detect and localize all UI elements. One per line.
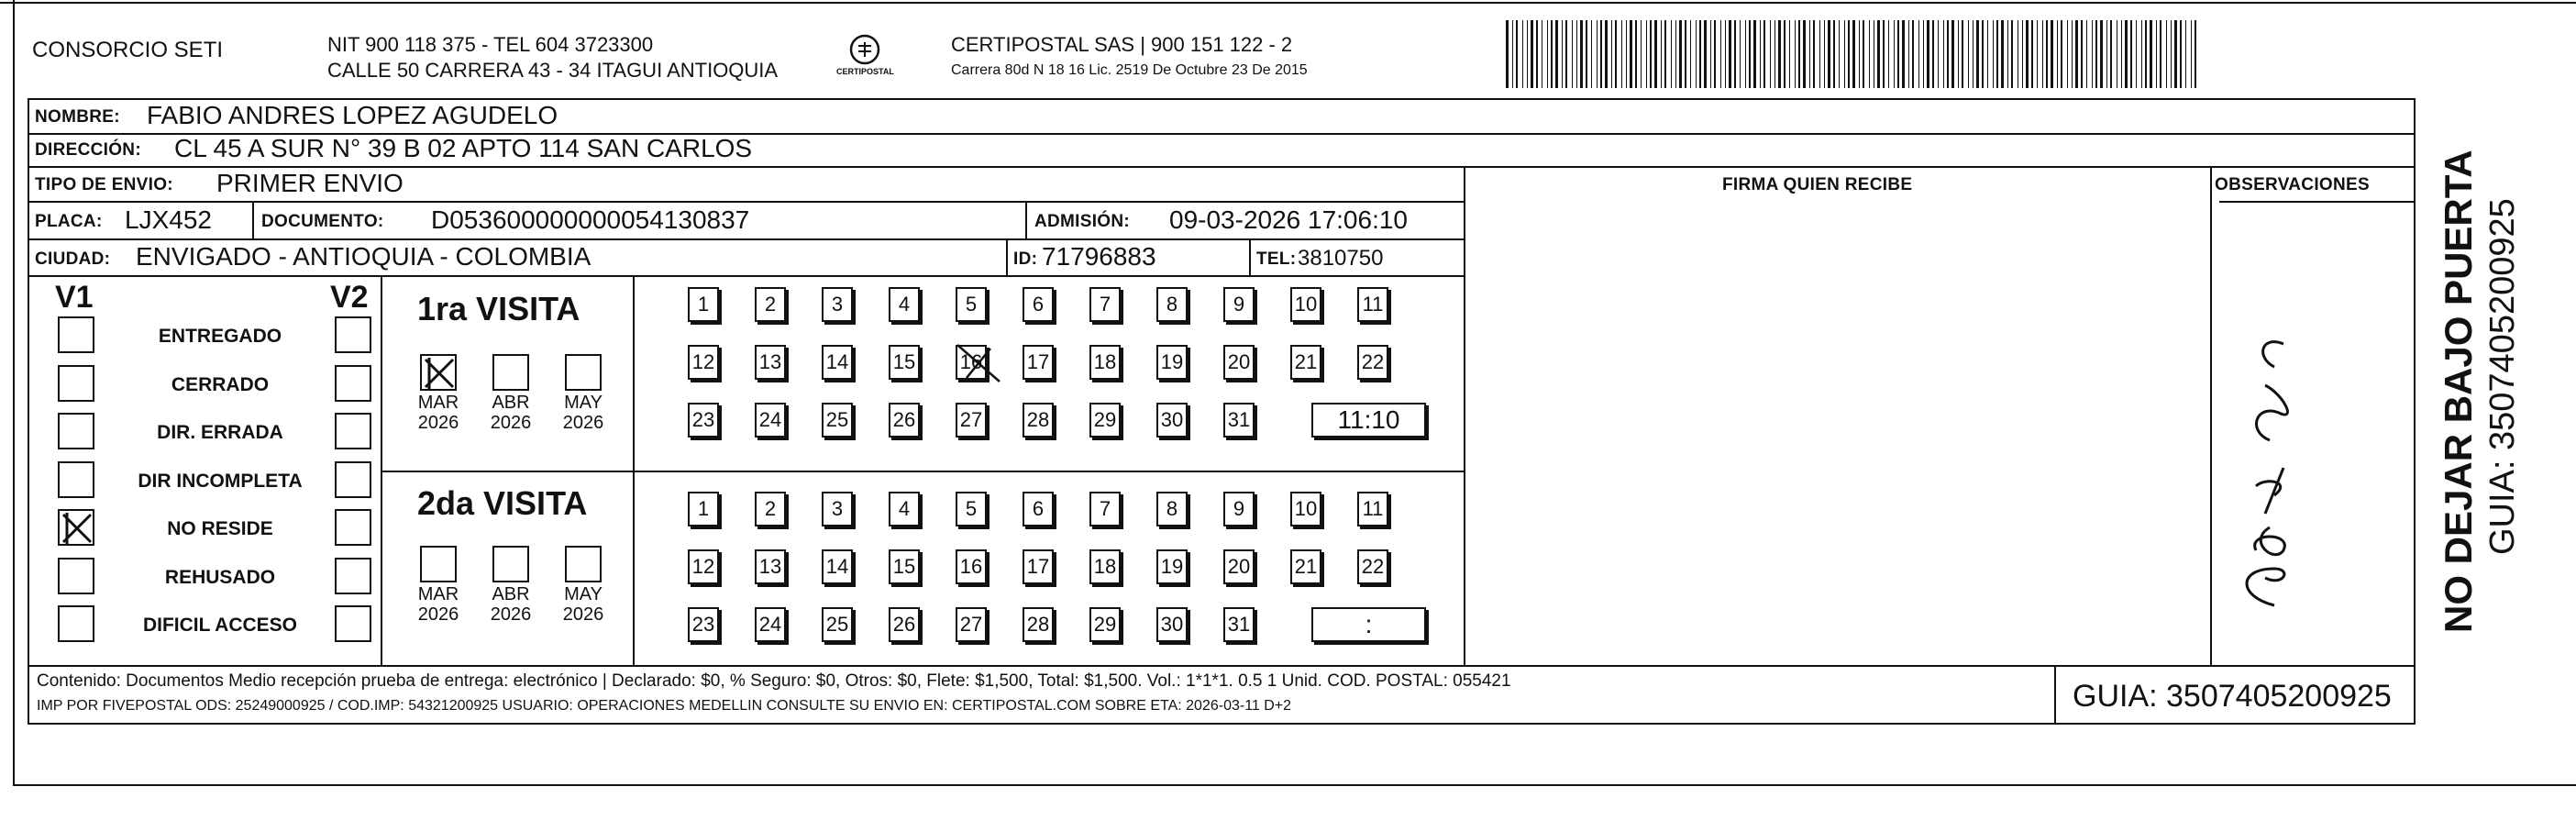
barcode-bar xyxy=(2156,20,2157,88)
day-box[interactable]: 22 xyxy=(1357,345,1388,380)
barcode-bar xyxy=(1661,20,1662,88)
v1-checkbox[interactable] xyxy=(58,558,94,594)
barcode-bar xyxy=(2195,20,2196,88)
day-box[interactable]: 16 xyxy=(956,549,987,584)
month-checkbox[interactable] xyxy=(492,354,529,391)
month-checkbox[interactable] xyxy=(565,546,602,582)
barcode-bar xyxy=(2026,20,2029,88)
barcode-bar xyxy=(1927,20,1929,88)
barcode-bar xyxy=(1749,20,1751,88)
day-box[interactable]: 8 xyxy=(1156,492,1188,526)
barcode-bar xyxy=(1753,20,1756,88)
col-sep-tel xyxy=(1249,238,1251,275)
barcode-bar xyxy=(1923,20,1924,88)
footer-line1: Contenido: Documentos Medio recepción prueba de entrega: electrónico | Declarado: $0, % Seguro: $0, Otros: $0, Flete: $1,500, Total: $1,500. Vol.: 1*1*1. 0.5 1 Unid. COD. POSTAL: 055421 xyxy=(37,671,1511,691)
nombre-label: NOMBRE: xyxy=(35,107,120,127)
barcode-bar xyxy=(1869,20,1870,88)
day-box[interactable]: 7 xyxy=(1089,492,1121,526)
v1-checkbox[interactable] xyxy=(58,413,94,449)
day-box[interactable]: 15 xyxy=(889,549,920,584)
day-box[interactable]: 22 xyxy=(1357,549,1388,584)
documento-label: DOCUMENTO: xyxy=(261,212,384,231)
barcode-bar xyxy=(1646,20,1647,88)
barcode-bar xyxy=(1565,20,1567,88)
barcode-bar xyxy=(1932,20,1934,88)
day-box[interactable]: 21 xyxy=(1290,345,1321,380)
barcode-bar xyxy=(2150,20,2152,88)
barcode-bar xyxy=(1902,20,1905,88)
placa-label: PLACA: xyxy=(35,212,103,231)
day-box[interactable]: 1 xyxy=(688,287,719,322)
v1-checkbox[interactable] xyxy=(58,605,94,642)
firma-header: FIRMA QUIEN RECIBE xyxy=(1722,175,1913,194)
barcode-bar xyxy=(1883,20,1885,88)
barcode-bar xyxy=(1600,20,1602,88)
barcode-bar xyxy=(1615,20,1617,88)
tipo-envio-label: TIPO DE ENVIO: xyxy=(35,175,173,194)
day-box[interactable]: 25 xyxy=(822,607,853,642)
barcode-bar xyxy=(1664,20,1666,88)
barcode-bar xyxy=(1918,20,1919,88)
status-label: NO RESIDE xyxy=(167,518,273,539)
certipostal-logo xyxy=(833,31,897,82)
barcode-bar xyxy=(1863,20,1864,88)
barcode-bar xyxy=(2145,20,2147,88)
address-line: CALLE 50 CARRERA 43 - 34 ITAGUI ANTIOQUIA xyxy=(327,59,779,82)
barcode-bar xyxy=(1725,20,1726,88)
day-box[interactable]: 12 xyxy=(688,345,719,380)
certipostal-line1: CERTIPOSTAL SAS | 900 151 122 - 2 xyxy=(951,33,1293,56)
placa-value: LJX452 xyxy=(125,205,212,234)
barcode-bar xyxy=(2086,20,2087,88)
barcode-bar xyxy=(1844,20,1845,88)
barcode-bar xyxy=(2180,20,2182,88)
v1-checkbox[interactable] xyxy=(58,509,94,546)
month-label: MAR 2026 xyxy=(417,584,459,625)
barcode-bar xyxy=(1621,20,1622,88)
barcode-bar xyxy=(1993,20,1994,88)
barcode-bar xyxy=(1859,20,1860,88)
time-box[interactable]: : xyxy=(1311,607,1426,642)
barcode-bar xyxy=(2100,20,2103,88)
month-label: MAR 2026 xyxy=(417,393,459,433)
page-left-edge xyxy=(13,0,15,784)
barcode-bar xyxy=(1605,20,1608,88)
barcode-bar xyxy=(2174,20,2177,88)
nombre-value: FABIO ANDRES LOPEZ AGUDELO xyxy=(147,101,558,129)
barcode-bar xyxy=(1516,20,1518,88)
direccion-value: CL 45 A SUR N° 39 B 02 APTO 114 SAN CARLOS xyxy=(174,134,753,162)
v2-checkbox[interactable] xyxy=(335,605,371,642)
month-checkbox[interactable] xyxy=(420,546,457,582)
day-box[interactable]: 29 xyxy=(1089,403,1121,438)
day-box[interactable]: 3 xyxy=(822,492,853,526)
barcode-bar xyxy=(1654,20,1657,88)
day-box[interactable]: 30 xyxy=(1156,403,1188,438)
day-box[interactable]: 1 xyxy=(688,492,719,526)
barcode-bar xyxy=(2136,20,2137,88)
tipo-envio-value: PRIMER ENVIO xyxy=(216,169,404,197)
ciudad-value: ENVIGADO - ANTIOQUIA - COLOMBIA xyxy=(136,242,591,271)
barcode-bar xyxy=(1734,20,1736,88)
day-box[interactable]: 24 xyxy=(755,607,786,642)
day-box[interactable]: 13 xyxy=(755,549,786,584)
barcode-bar xyxy=(2141,20,2142,88)
barcode-bar xyxy=(2022,20,2023,88)
barcode-bar xyxy=(1630,20,1632,88)
col-sep-id xyxy=(1006,238,1008,275)
barcode-bar xyxy=(1714,20,1716,88)
barcode-bar xyxy=(2191,20,2192,88)
barcode-bar xyxy=(1789,20,1790,88)
barcode-bar xyxy=(1710,20,1711,88)
barcode-bar xyxy=(1729,20,1731,88)
day-box[interactable]: 31 xyxy=(1223,403,1255,438)
day-box[interactable]: 2 xyxy=(755,287,786,322)
barcode-bar xyxy=(1938,20,1939,88)
observaciones-header: OBSERVACIONES xyxy=(2215,175,2370,194)
barcode-bar xyxy=(1839,20,1840,88)
tel-label: TEL: xyxy=(1256,249,1297,269)
barcode-bar xyxy=(1951,20,1954,88)
day-box[interactable]: 6 xyxy=(1023,287,1054,322)
v1-label: V1 xyxy=(55,280,94,315)
barcode-bar xyxy=(1527,20,1528,88)
v2-label: V2 xyxy=(330,280,369,315)
barcode-bar xyxy=(1877,20,1880,88)
barcode-bar xyxy=(1576,20,1577,88)
page-top-edge xyxy=(0,2,2576,4)
day-box[interactable]: 19 xyxy=(1156,345,1188,380)
barcode-bar xyxy=(2007,20,2008,88)
day-box[interactable]: 8 xyxy=(1156,287,1188,322)
barcode-bar xyxy=(1562,20,1563,88)
barcode-bar xyxy=(1908,20,1909,88)
day-box[interactable]: 28 xyxy=(1023,403,1054,438)
barcode-bar xyxy=(1522,20,1523,88)
barcode-bar xyxy=(1976,20,1979,88)
day-box[interactable]: 3 xyxy=(822,287,853,322)
barcode-bar xyxy=(1760,20,1761,88)
status-label: ENTREGADO xyxy=(158,326,282,347)
barcode-bar xyxy=(1580,20,1583,88)
barcode-bar xyxy=(1774,20,1775,88)
barcode-bar xyxy=(1641,20,1642,88)
barcode-bar xyxy=(1699,20,1701,88)
barcode-bar xyxy=(1745,20,1746,88)
direccion-label: DIRECCIÓN: xyxy=(35,140,141,160)
v2-checkbox[interactable] xyxy=(335,413,371,449)
barcode-bar xyxy=(1536,20,1538,88)
day-box[interactable]: 19 xyxy=(1156,549,1188,584)
day-box[interactable]: 9 xyxy=(1223,492,1255,526)
barcode-bar xyxy=(1803,20,1806,88)
day-box[interactable]: 26 xyxy=(889,607,920,642)
barcode-bar xyxy=(1512,20,1513,88)
barcode-bar xyxy=(2057,20,2058,88)
barcode-bar xyxy=(2166,20,2167,88)
documento-value: D053600000000054130837 xyxy=(431,205,750,234)
visit-separator xyxy=(381,471,1464,472)
barcode-bar xyxy=(1982,20,1984,88)
day-box[interactable]: 30 xyxy=(1156,607,1188,642)
barcode-bar xyxy=(1813,20,1815,88)
barcode-bar xyxy=(2125,20,2128,88)
company-name: CONSORCIO SETI xyxy=(32,38,224,62)
day-box[interactable]: 10 xyxy=(1290,492,1321,526)
barcode-bar xyxy=(1912,20,1914,88)
nit-line: NIT 900 118 375 - TEL 604 3723300 xyxy=(327,33,654,56)
day-box[interactable]: 18 xyxy=(1089,345,1121,380)
ciudad-label: CIUDAD: xyxy=(35,249,111,269)
barcode-bar xyxy=(1635,20,1637,88)
barcode-bar xyxy=(1720,20,1721,88)
handwritten-signature xyxy=(2219,303,2329,615)
barcode-bar xyxy=(2011,20,2013,88)
admision-label: ADMISIÓN: xyxy=(1034,212,1131,231)
barcode-bar xyxy=(1833,20,1835,88)
barcode-bar xyxy=(2081,20,2083,88)
barcode-bar xyxy=(2046,20,2048,88)
day-box[interactable]: 13 xyxy=(755,345,786,380)
row-line-2 xyxy=(28,166,2416,168)
barcode-bar xyxy=(1784,20,1786,88)
day-box[interactable]: 11 xyxy=(1357,492,1388,526)
day-box[interactable]: 5 xyxy=(956,492,987,526)
barcode-bar xyxy=(2185,20,2186,88)
barcode-bar xyxy=(1894,20,1895,88)
day-box[interactable]: 20 xyxy=(1223,345,1255,380)
id-value: 71796883 xyxy=(1042,242,1156,271)
month-label: ABR 2026 xyxy=(490,393,532,433)
day-box[interactable]: 17 xyxy=(1023,345,1054,380)
barcode-bar xyxy=(1824,20,1825,88)
col-sep-guia xyxy=(2054,665,2056,725)
barcode-bar xyxy=(2067,20,2068,88)
day-box[interactable]: 10 xyxy=(1290,287,1321,322)
side-guia: GUIA: 3507405200925 xyxy=(2483,198,2522,555)
barcode-bar xyxy=(1671,20,1672,88)
month-label: MAY 2026 xyxy=(562,393,604,433)
barcode-bar xyxy=(1888,20,1889,88)
col-sep-obs xyxy=(2210,166,2212,665)
day-box[interactable]: 27 xyxy=(956,607,987,642)
barcode-bar xyxy=(1828,20,1830,88)
barcode-bar xyxy=(1778,20,1781,88)
v2-checkbox[interactable] xyxy=(335,509,371,546)
barcode-bar xyxy=(1798,20,1800,88)
barcode-bar xyxy=(1819,20,1820,88)
status-label: CERRADO xyxy=(171,373,270,395)
day-box[interactable]: 4 xyxy=(889,492,920,526)
barcode-bar xyxy=(2001,20,2004,88)
barcode-bar xyxy=(2031,20,2033,88)
col-sep-firma xyxy=(1464,166,1465,665)
time-box[interactable]: 11:10 xyxy=(1311,403,1426,438)
barcode-bar xyxy=(1740,20,1741,88)
admision-value: 09-03-2026 17:06:10 xyxy=(1169,205,1408,234)
tel-value: 3810750 xyxy=(1298,246,1384,271)
barcode-bar xyxy=(1770,20,1771,88)
barcode-bar xyxy=(1685,20,1686,88)
footer-line2: IMP POR FIVEPOSTAL ODS: 25249000925 / COD.IMP: 54321200925 USUARIO: OPERACIONES MEDELLIN CONSULTE SU ENVIO EN: CERTIPOSTAL.COM SOBRE ETA: 2026-03-11 D+2 xyxy=(37,698,1292,714)
day-box[interactable]: 9 xyxy=(1223,287,1255,322)
barcode xyxy=(1506,20,2203,88)
barcode-bar xyxy=(1947,20,1949,88)
v1-checkbox[interactable] xyxy=(58,316,94,353)
barcode-bar xyxy=(2075,20,2078,88)
barcode-bar xyxy=(2110,20,2112,88)
day-box[interactable]: 2 xyxy=(755,492,786,526)
day-box[interactable]: 6 xyxy=(1023,492,1054,526)
col-sep-placa xyxy=(252,201,254,238)
row-line-3 xyxy=(28,201,1464,203)
status-label: REHUSADO xyxy=(164,566,276,588)
barcode-bar xyxy=(1611,20,1612,88)
barcode-bar xyxy=(2160,20,2161,88)
day-box[interactable]: 11 xyxy=(1357,287,1388,322)
col-sep-admision xyxy=(1025,201,1027,238)
day-box[interactable]: 26 xyxy=(889,403,920,438)
v2-checkbox[interactable] xyxy=(335,461,371,498)
day-box[interactable]: 21 xyxy=(1290,549,1321,584)
day-box[interactable]: 28 xyxy=(1023,607,1054,642)
barcode-bar xyxy=(2042,20,2043,88)
barcode-bar xyxy=(1679,20,1682,88)
day-box[interactable]: 23 xyxy=(688,607,719,642)
barcode-bar xyxy=(1506,20,1509,88)
day-box[interactable]: 31 xyxy=(1223,607,1255,642)
barcode-bar xyxy=(1547,20,1548,88)
barcode-bar xyxy=(1795,20,1796,88)
barcode-bar xyxy=(2061,20,2062,88)
status-label: DIFICIL ACCESO xyxy=(142,615,297,636)
v1-checkbox[interactable] xyxy=(58,461,94,498)
barcode-bar xyxy=(1696,20,1697,88)
v2-checkbox[interactable] xyxy=(335,365,371,402)
month-checkbox[interactable] xyxy=(565,354,602,391)
month-label: MAY 2026 xyxy=(562,584,604,625)
barcode-bar xyxy=(1968,20,1969,88)
day-box[interactable]: 23 xyxy=(688,403,719,438)
page-bottom-edge xyxy=(13,784,2576,786)
day-box[interactable]: 5 xyxy=(956,287,987,322)
barcode-bar xyxy=(1597,20,1598,88)
barcode-bar xyxy=(1531,20,1533,88)
barcode-bar xyxy=(1763,20,1765,88)
barcode-bar xyxy=(1962,20,1963,88)
v2-checkbox[interactable] xyxy=(335,558,371,594)
barcode-bar xyxy=(1591,20,1592,88)
barcode-bar xyxy=(1572,20,1573,88)
barcode-bar xyxy=(2037,20,2038,88)
id-label: ID: xyxy=(1013,249,1038,269)
barcode-bar xyxy=(2106,20,2107,88)
day-box[interactable]: 17 xyxy=(1023,549,1054,584)
day-box[interactable]: 25 xyxy=(822,403,853,438)
barcode-bar xyxy=(1704,20,1707,88)
day-box[interactable]: 29 xyxy=(1089,607,1121,642)
day-box[interactable]: 24 xyxy=(755,403,786,438)
row-line-3b xyxy=(2219,201,2416,203)
day-box[interactable]: 14 xyxy=(822,345,853,380)
barcode-bar xyxy=(1852,20,1855,88)
day-box[interactable]: 18 xyxy=(1089,549,1121,584)
day-box[interactable]: 4 xyxy=(889,287,920,322)
status-label: DIR INCOMPLETA xyxy=(138,470,303,492)
day-box[interactable]: 15 xyxy=(889,345,920,380)
v1-checkbox[interactable] xyxy=(58,365,94,402)
barcode-bar xyxy=(1943,20,1944,88)
day-box[interactable]: 14 xyxy=(822,549,853,584)
month-label: ABR 2026 xyxy=(490,584,532,625)
row-line-footer xyxy=(28,665,2416,667)
day-box[interactable]: 20 xyxy=(1223,549,1255,584)
barcode-bar xyxy=(1996,20,1998,88)
barcode-bar xyxy=(1555,20,1558,88)
status-label: DIR. ERRADA xyxy=(157,422,283,443)
v2-checkbox[interactable] xyxy=(335,316,371,353)
month-checkbox[interactable] xyxy=(492,546,529,582)
day-box[interactable]: 12 xyxy=(688,549,719,584)
certipostal-line2: Carrera 80d N 18 16 Lic. 2519 De Octubre 23 De 2015 xyxy=(951,62,1308,78)
barcode-bar xyxy=(2121,20,2122,88)
barcode-bar xyxy=(2171,20,2172,88)
barcode-bar xyxy=(2051,20,2053,88)
month-checkbox[interactable] xyxy=(420,354,457,391)
footer-guia: GUIA: 3507405200925 xyxy=(2073,679,2392,714)
barcode-bar xyxy=(2095,20,2097,88)
logo-text: CERTIPOSTAL xyxy=(836,67,894,76)
barcode-bar xyxy=(1551,20,1553,88)
visit2-title: 2da VISITA xyxy=(417,484,588,522)
day-box[interactable]: 7 xyxy=(1089,287,1121,322)
day-box[interactable]: 16 xyxy=(956,345,987,380)
side-warning: NO DEJAR BAJO PUERTA xyxy=(2437,150,2480,633)
barcode-bar xyxy=(1987,20,1988,88)
barcode-bar xyxy=(1650,20,1652,88)
visit1-title: 1ra VISITA xyxy=(417,290,580,327)
barcode-bar xyxy=(2092,20,2093,88)
barcode-bar xyxy=(1690,20,1691,88)
barcode-bar xyxy=(2072,20,2073,88)
barcode-bar xyxy=(1675,20,1676,88)
barcode-bar xyxy=(2130,20,2132,88)
barcode-bar xyxy=(1958,20,1959,88)
barcode-bar xyxy=(1809,20,1810,88)
barcode-bar xyxy=(1626,20,1627,88)
barcode-bar xyxy=(1586,20,1587,88)
row-line-5 xyxy=(28,275,1464,277)
barcode-bar xyxy=(1897,20,1899,88)
day-box[interactable]: 27 xyxy=(956,403,987,438)
barcode-bar xyxy=(1848,20,1850,88)
